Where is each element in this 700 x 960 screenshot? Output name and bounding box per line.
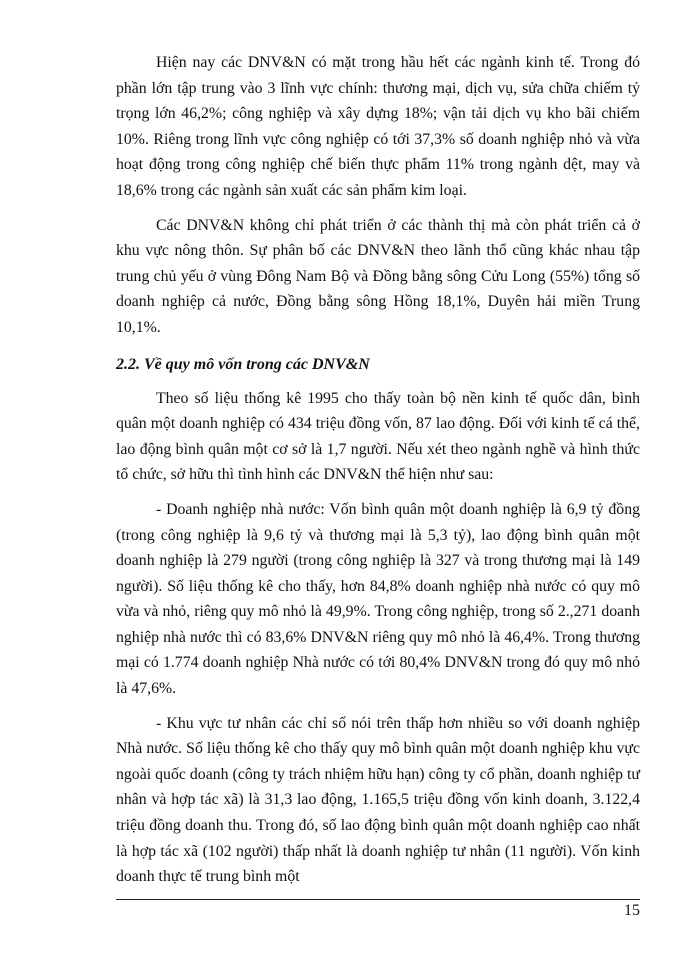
document-page: [116, 50, 640, 899]
paragraph-regional-distribution: Các DNV&N không chỉ phát triển ở các thành thị mà còn phát triển cả ở khu vực nông thôn. Sự phân bố các DNV&N theo lãnh thổ cũng khác nhau tập trung chủ yếu ở vùng Đông Nam Bộ và Đồng bằng sông Cửu Long (55%) tổng số doanh nghiệp cả nước, Đồng bằng sông Hồng 18,1%, Duyên hải miền Trung 10,1%.: [116, 216, 640, 336]
footer-divider: [116, 899, 640, 900]
paragraph-capital-overview: Theo số liệu thống kê 1995 cho thấy toàn bộ nền kinh tế quốc dân, bình quân một doanh nghiệp có 434 triệu đồng vốn, 87 lao động. Đối với kinh tế cá thể, lao động bình quân một cơ sở là 1,7 người. Nếu xét theo ngành nghề và hình thức tổ chức, sở hữu thì tình hình các DNV&N thể hiện như sau:: [116, 389, 640, 484]
paragraph-sector-distribution: Hiện nay các DNV&N có mặt trong hầu hết các ngành kinh tế. Trong đó phần lớn tập trung vào 3 lĩnh vực chính: thương mại, dịch vụ, sửa chữa chiếm tỷ trọng lớn 46,2%; công nghiệp và xây dựng 18%; vận tải dịch vụ kho bãi chiếm 10%. Riêng trong lĩnh vực công nghiệp có tới 37,3% số doanh nghiệp nhỏ và vừa hoạt động trong công nghiệp chế biến thực phẩm 11% trong ngành dệt, may và 18,6% trong các ngành sản xuất các sản phẩm kim loại.: [116, 54, 640, 199]
paragraph-state-enterprises: - Doanh nghiệp nhà nước: Vốn bình quân một doanh nghiệp là 6,9 tỷ đồng (trong công nghiệp là 9,6 tỷ và thương mại là 5,3 tỷ), lao động bình quân một doanh nghiệp là 279 người (trong công nghiệp là 327 và trong thương mại là 149 người). Số liệu thống kê cho thấy, hơn 84,8% doanh nghiệp nhà nước có quy mô vừa và nhỏ, riêng quy mô nhỏ là 49,9%. Trong công nghiệp, trong số 2.,271 doanh nghiệp nhà nước thì có 83,6% DNV&N riêng quy mô nhỏ là 46,4%. Trong thương mại có 1.774 doanh nghiệp Nhà nước có tới 80,4% DNV&N trong đó quy mô nhỏ là 47,6%.: [116, 500, 640, 698]
paragraph-private-sector: - Khu vực tư nhân các chỉ số nói trên thấp hơn nhiều so với doanh nghiệp Nhà nước. Số liệu thống kê cho thấy quy mô bình quân một doanh nghiệp khu vực ngoài quốc doanh (công ty trách nhiệm hữu hạn) công ty cổ phần, doanh nghiệp tư nhân và hợp tác xã) là 31,3 lao động, 1.165,5 triệu đồng vốn kinh doanh, 3.122,4 triệu đồng doanh thu. Trong đó, số lao động bình quân một doanh nghiệp cao nhất là hợp tác xã (102 người) thấp nhất là doanh nghiệp tư nhân (11 người). Vốn kinh doanh thực tế trung bình một: [116, 714, 640, 886]
page-number: 15: [624, 902, 640, 919]
section-heading: 2.2. Về quy mô vốn trong các DNV&N: [116, 355, 370, 373]
